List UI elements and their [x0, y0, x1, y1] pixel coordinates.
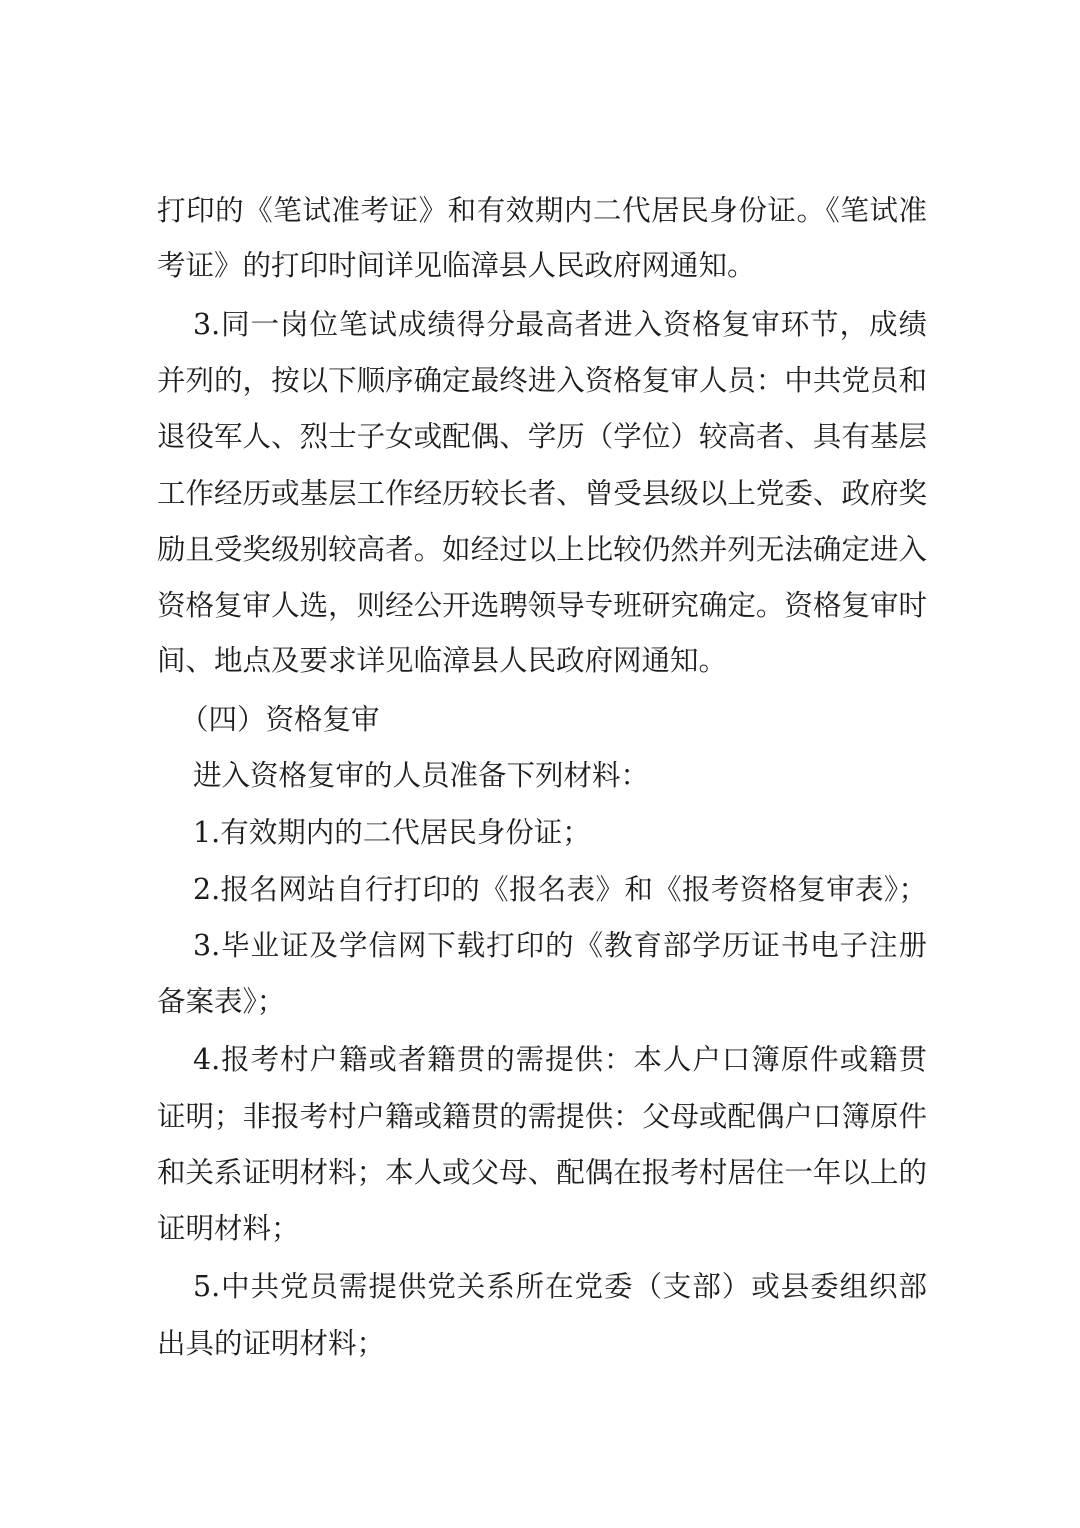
text-line: 资格复审人选，则经公开选聘领导专班研究确定。资格复审时 [157, 589, 927, 622]
text-line: 备案表》； [157, 985, 286, 1018]
text-line: 出具的证明材料； [157, 1327, 386, 1360]
text-line: 进入资格复审的人员准备下列材料： [193, 759, 650, 792]
text-line: 5.中共党员需提供党关系所在党委（支部）或县委组织部 [193, 1270, 927, 1303]
text-line: 4.报考村户籍或者籍贯的需提供：本人户口簿原件或籍贯 [193, 1043, 927, 1076]
text-line: 1.有效期内的二代居民身份证； [193, 816, 591, 849]
text-line: 并列的，按以下顺序确定最终进入资格复审人员：中共党员和 [157, 364, 927, 397]
text-line: 证明；非报考村户籍或籍贯的需提供：父母或配偶户口簿原件 [157, 1100, 927, 1133]
text-line: 证明材料； [157, 1212, 300, 1245]
text-line: 打印的《笔试准考证》和有效期内二代居民身份证。《笔试准 [157, 194, 927, 227]
text-line: 励且受奖级别较高者。如经过以上比较仍然并列无法确定进入 [157, 533, 927, 566]
text-line: 间、地点及要求详见临漳县人民政府网通知。 [157, 644, 728, 677]
text-line: 和关系证明材料；本人或父母、配偶在报考村居住一年以上的 [157, 1156, 927, 1189]
text-line: 退役军人、烈士子女或配偶、学历（学位）较高者、具有基层 [157, 420, 927, 453]
text-line: 工作经历或基层工作经历较长者、曾受县级以上党委、政府奖 [157, 477, 927, 510]
text-line: 3.同一岗位笔试成绩得分最高者进入资格复审环节，成绩 [193, 308, 927, 341]
section-heading: （四）资格复审 [180, 703, 380, 736]
text-line: 考证》的打印时间详见临漳县人民政府网通知。 [157, 249, 756, 282]
text-line: 3.毕业证及学信网下载打印的《教育部学历证书电子注册 [193, 929, 927, 962]
text-line: 2.报名网站自行打印的《报名表》和《报考资格复审表》； [193, 873, 927, 906]
